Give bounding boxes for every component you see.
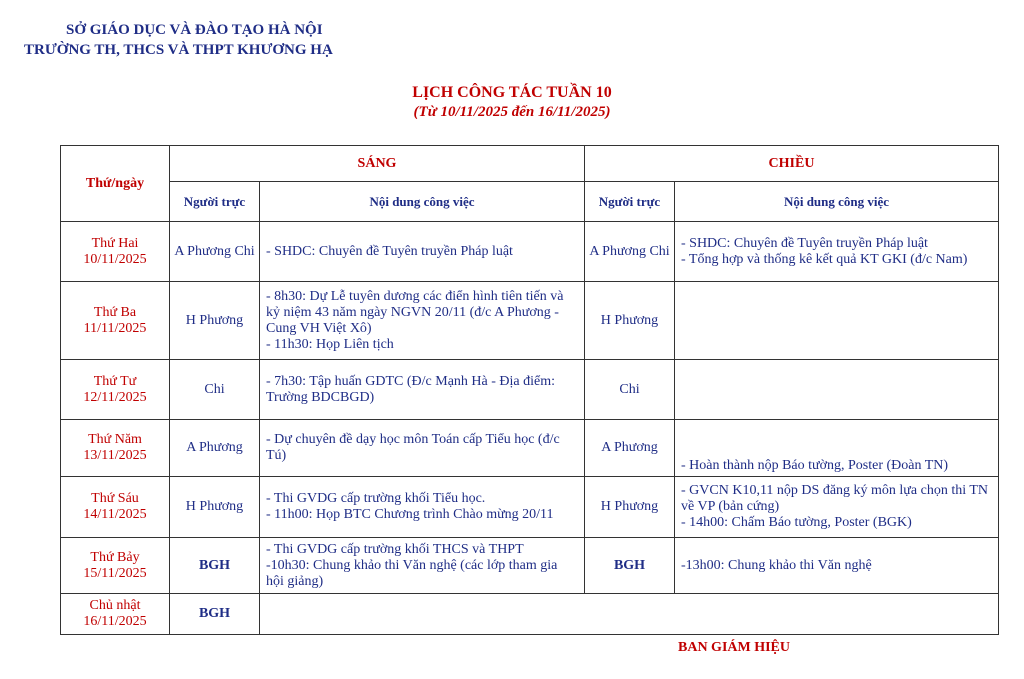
- table-row: [61, 594, 999, 635]
- subheader-am-duty: Người trực: [170, 182, 260, 222]
- pm-duty: A Phương Chi: [585, 222, 675, 282]
- task-line: - GVCN K10,11 nộp DS đăng ký môn lựa chọn thi TN về VP (bản cứng): [681, 483, 989, 514]
- am-content: [260, 360, 585, 420]
- task-line: - Tổng hợp và thống kê kết quả KT GKI (đ/c Nam): [681, 251, 968, 267]
- day-cell: [61, 538, 170, 594]
- pm-content: [675, 420, 999, 477]
- day-date: 14/11/2025: [83, 507, 147, 522]
- am-content: [260, 477, 585, 538]
- day-date: 11/11/2025: [83, 320, 147, 336]
- am-content: [260, 420, 585, 477]
- pm-duty: BGH: [585, 538, 675, 594]
- org-line-1: SỞ GIÁO DỤC VÀ ĐÀO TẠO HÀ NỘI: [66, 22, 323, 38]
- task-line: - Thi GVDG cấp trường khối Tiểu học.: [266, 491, 486, 506]
- pm-content: [675, 282, 999, 360]
- day-cell: [61, 594, 170, 635]
- task-line: - 8h30: Dự Lễ tuyên dương các điển hình tiên tiến và kỷ niệm 43 năm ngày NGVN 20/11 (đ/c A Phương - Cung VH Việt Xô): [266, 288, 564, 336]
- day-date: 16/11/2025: [83, 614, 147, 629]
- pm-content: [675, 360, 999, 420]
- day-name: Thứ Sáu: [91, 491, 139, 506]
- am-content: [260, 222, 585, 282]
- pm-content: [675, 477, 999, 538]
- pm-duty: H Phương: [585, 282, 675, 360]
- day-date: 13/11/2025: [83, 448, 147, 463]
- subheader-am-content: Nội dung công việc: [260, 182, 585, 222]
- day-cell: [61, 222, 170, 282]
- day-date: 10/11/2025: [83, 251, 147, 267]
- day-name: Thứ Năm: [88, 432, 142, 447]
- day-name: Thứ Tư: [93, 373, 137, 389]
- am-duty: Chi: [170, 360, 260, 420]
- day-name: Chủ nhật: [89, 598, 141, 613]
- day-cell: [61, 477, 170, 538]
- signature: BAN GIÁM HIỆU: [678, 640, 791, 655]
- task-line: - 14h00: Chấm Báo tường, Poster (BGK): [681, 515, 912, 530]
- header-morning: SÁNG: [170, 146, 585, 182]
- day-cell: [61, 282, 170, 360]
- day-name: Thứ Hai: [91, 235, 139, 251]
- sunday-content: [260, 594, 999, 635]
- task-line: - SHDC: Chuyên đề Tuyên truyền Pháp luật: [681, 235, 928, 251]
- day-cell: [61, 360, 170, 420]
- subheader-pm-duty: Người trực: [585, 182, 675, 222]
- table-row: [61, 360, 999, 420]
- table-row: [61, 477, 999, 538]
- am-content: [260, 282, 585, 360]
- day-date: 15/11/2025: [83, 565, 147, 581]
- task-line: - Dự chuyên đề dạy học môn Toán cấp Tiểu học (đ/c Tú): [266, 432, 560, 463]
- task-line: - SHDC: Chuyên đề Tuyên truyền Pháp luật: [266, 243, 513, 259]
- am-content: [260, 538, 585, 594]
- pm-content: [675, 222, 999, 282]
- day-name: Thứ Ba: [93, 304, 137, 320]
- pm-duty: H Phương: [585, 477, 675, 538]
- page-title: LỊCH CÔNG TÁC TUẦN 10: [412, 84, 612, 101]
- table-row: [61, 222, 999, 282]
- day-date: 12/11/2025: [83, 389, 147, 405]
- task-line: - 7h30: Tập huấn GDTC (Đ/c Mạnh Hà - Địa điểm: Trường BDCBGD): [266, 373, 556, 405]
- am-duty: H Phương: [170, 477, 260, 538]
- am-duty: H Phương: [170, 282, 260, 360]
- subheader-pm-content: Nội dung công việc: [675, 182, 999, 222]
- task-line: - Hoàn thành nộp Báo tường, Poster (Đoàn TN): [681, 458, 949, 473]
- pm-duty: Chi: [585, 360, 675, 420]
- task-line: - 11h30: Họp Liên tịch: [266, 336, 394, 352]
- pm-content: [675, 538, 999, 594]
- am-duty: BGH: [170, 538, 260, 594]
- am-duty: BGH: [170, 594, 260, 635]
- task-line: - Thi GVDG cấp trường khối THCS và THPT: [266, 541, 524, 557]
- am-duty: A Phương: [170, 420, 260, 477]
- task-line: -10h30: Chung khảo thi Văn nghệ (các lớp tham gia hội giảng): [266, 557, 558, 589]
- day-cell: [61, 420, 170, 477]
- page-subtitle: (Từ 10/11/2025 đến 16/11/2025): [413, 104, 611, 120]
- table-row: [61, 420, 999, 477]
- task-line: - 11h00: Họp BTC Chương trình Chào mừng 20/11: [266, 507, 554, 522]
- org-line-2: TRƯỜNG TH, THCS VÀ THPT KHƯƠNG HẠ: [24, 42, 333, 58]
- header-day: Thứ/ngày: [61, 146, 170, 222]
- schedule-table: [60, 145, 999, 635]
- table-row: [61, 282, 999, 360]
- pm-duty: A Phương: [585, 420, 675, 477]
- table-row: [61, 538, 999, 594]
- am-duty: A Phương Chi: [170, 222, 260, 282]
- task-line: -13h00: Chung khảo thi Văn nghệ: [681, 557, 872, 573]
- day-name: Thứ Bảy: [90, 549, 140, 565]
- header-afternoon: CHIỀU: [585, 146, 999, 182]
